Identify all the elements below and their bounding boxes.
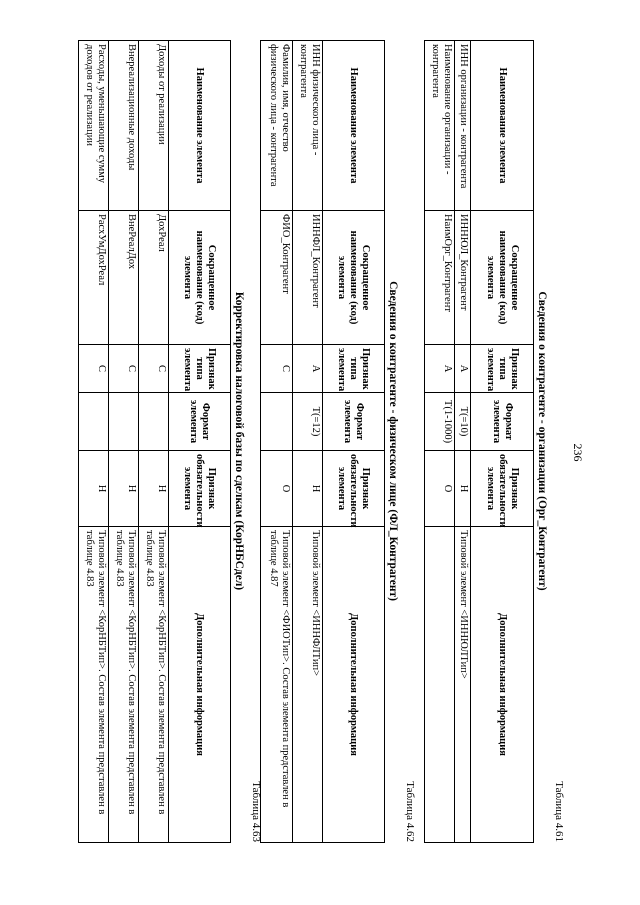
cell-info: Типовой элемент <ИННЮЛТип> [455, 527, 471, 843]
table-title: Сведения о контрагенте - организации (Орг_Контрагент) [536, 291, 548, 591]
cell-name: Расходы, уменьшающие сумму доходов от реализации [79, 41, 109, 211]
cell-format [261, 393, 293, 451]
cell-format [79, 393, 109, 451]
cell-required: Н [293, 451, 323, 527]
cell-name: Фамилия, имя, отчество физического лица - контрагента [261, 41, 293, 211]
cell-type: А [293, 345, 323, 393]
cell-required: Н [139, 451, 169, 527]
header-cell: Формат элемента [169, 393, 231, 451]
header-row [323, 41, 385, 843]
header-cell: Сокращенное наименование (код) элемента [169, 211, 231, 345]
cell-required: О [261, 451, 293, 527]
header-cell: Признак обязательности элемента [471, 451, 534, 527]
header-cell: Признак обязательности элемента [323, 451, 385, 527]
table-title: Корректировка налоговой базы по сделкам (КорНБСдел) [233, 291, 245, 591]
cell-code: РасхУмДохРеал [79, 211, 109, 345]
cell-info: Типовой элемент <КорНБТип>. Состав элемента представлен в таблице 4.83 [139, 527, 169, 843]
cell-format [109, 393, 139, 451]
data-table [78, 40, 231, 843]
data-table [260, 40, 385, 843]
header-cell: Признак типа элемента [323, 345, 385, 393]
table-4-63 [78, 40, 262, 842]
table-4-61 [424, 40, 565, 842]
cell-type: С [139, 345, 169, 393]
cell-required: Н [455, 451, 471, 527]
table-number: Таблица 4.62 [404, 781, 416, 842]
cell-type: С [261, 345, 293, 393]
table-row [425, 41, 455, 843]
header-cell: Наименование элемента [471, 41, 534, 211]
header-cell: Дополнительная информация [169, 527, 231, 843]
table-title: Сведения о контрагенте - физическом лице (ФЛ_Контрагент) [387, 281, 399, 601]
cell-format: T(1-1000) [425, 393, 455, 451]
cell-info [425, 527, 455, 843]
table-4-62 [260, 40, 416, 842]
header-row [169, 41, 231, 843]
header-cell: Признак типа элемента [169, 345, 231, 393]
header-cell: Сокращенное наименование (код) элемента [471, 211, 534, 345]
cell-type: С [109, 345, 139, 393]
header-cell: Наименование элемента [323, 41, 385, 211]
cell-info: Типовой элемент <КорНБТип>. Состав элемента представлен в таблице 4.83 [79, 527, 109, 843]
header-cell: Сокращенное наименование (код) элемента [323, 211, 385, 345]
cell-format [139, 393, 169, 451]
cell-code: НаимОрг_Контрагент [425, 211, 455, 345]
header-row [471, 41, 534, 843]
table-number: Таблица 4.63 [250, 781, 262, 842]
cell-info: Типовой элемент <ФИОТип>. Состав элемента представлен в таблице 4.87 [261, 527, 293, 843]
table-row [109, 41, 139, 843]
cell-name: ИНН физического лица - контрагента [293, 41, 323, 211]
table-row [293, 41, 323, 843]
cell-format: T(=12) [293, 393, 323, 451]
cell-format: T(=10) [455, 393, 471, 451]
cell-required: Н [109, 451, 139, 527]
cell-type: С [79, 345, 109, 393]
cell-type: А [425, 345, 455, 393]
cell-required: Н [79, 451, 109, 527]
cell-code: ФИО_Контрагент [261, 211, 293, 345]
table-row [139, 41, 169, 843]
cell-code: ВнеРеалДох [109, 211, 139, 345]
cell-required: О [425, 451, 455, 527]
header-cell: Дополнительная информация [471, 527, 534, 843]
page-number: 236 [571, 443, 585, 462]
data-table [424, 40, 534, 843]
cell-info: Типовой элемент <КорНБТип>. Состав элемента представлен в таблице 4.83 [109, 527, 139, 843]
table-number: Таблица 4.61 [553, 781, 565, 842]
cell-name: Наименование организации - контрагента [425, 41, 455, 211]
table-row [79, 41, 109, 843]
header-cell: Признак типа элемента [471, 345, 534, 393]
cell-name: Внереализационные доходы [109, 41, 139, 211]
cell-type: А [455, 345, 471, 393]
header-cell: Наименование элемента [169, 41, 231, 211]
cell-info: Типовой элемент <ИННФЛТип> [293, 527, 323, 843]
table-row [261, 41, 293, 843]
cell-code: ИННЮЛ_Контрагент [455, 211, 471, 345]
cell-code: ИННФЛ_Контрагент [293, 211, 323, 345]
header-cell: Дополнительная информация [323, 527, 385, 843]
header-cell: Формат элемента [471, 393, 534, 451]
header-cell: Формат элемента [323, 393, 385, 451]
cell-code: ДохРеал [139, 211, 169, 345]
header-cell: Признак обязательности элемента [169, 451, 231, 527]
cell-name: Доходы от реализации [139, 41, 169, 211]
cell-name: ИНН организации - контрагента [455, 41, 471, 211]
table-row [455, 41, 471, 843]
